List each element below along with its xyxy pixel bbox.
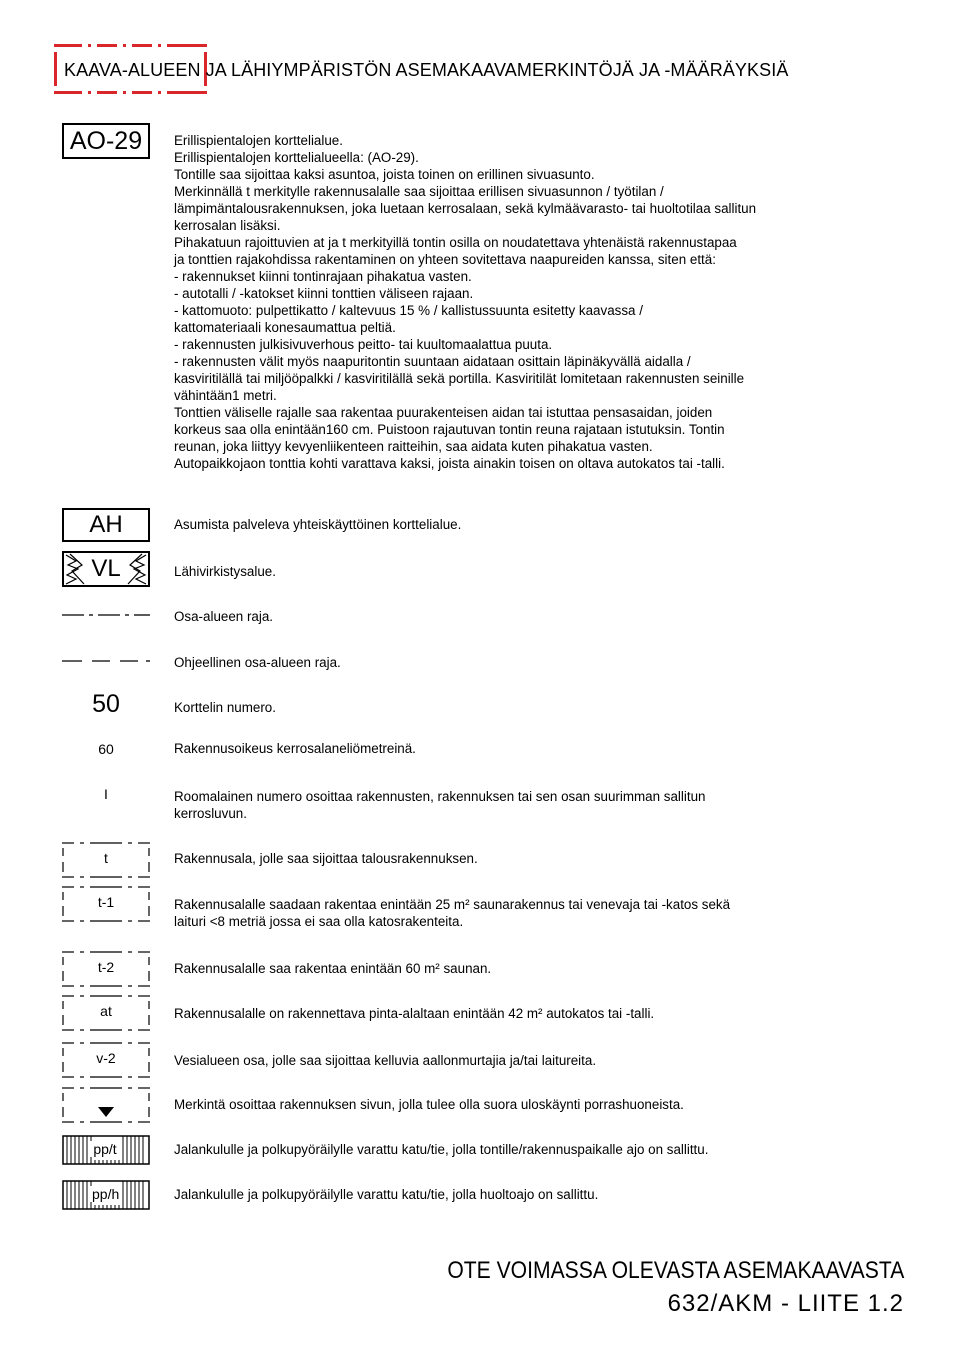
ao29-line: - rakennukset kiinni tontinrajaan pihakatua vasten. [174,269,472,284]
footer-title: OTE VOIMASSA OLEVASTA ASEMAKAAVASTA [447,1257,904,1284]
vl-description: Lähivirkistysalue. [174,564,276,579]
rakennusoikeus-symbol: 60 [98,741,114,757]
pph-description: Jalankululle ja polkupyöräilylle varattu katu/tie, jolla huoltoajo on sallittu. [174,1187,599,1202]
t1-description [174,896,904,930]
osa-alueen-raja-symbol [62,612,150,618]
page-title: KAAVA-ALUEEN JA LÄHIYMPÄRISTÖN ASEMAKAAVAMERKINTÖJÄ JA -MÄÄRÄYKSIÄ [64,60,789,80]
roomalainen-line: Roomalainen numero osoittaa rakennusten, rakennuksen tai sen osan suurimman sallitun [174,789,706,804]
t1-symbol-label: t-1 [97,894,115,910]
triangle-down-icon [98,1107,114,1117]
ao29-line: - kattomuoto: pulpettikatto / kaltevuus 15 % / kallistussuunta esitetty kaavassa / [174,303,643,318]
roomalainen-line: kerrosluvun. [174,806,247,821]
ao29-line: - autotalli / -katokset kiinni tonttien väliseen rajaan. [174,286,474,301]
t1-symbol [62,886,150,922]
osa-alueen-raja-description: Osa-alueen raja. [174,609,273,624]
pph-symbol-label: pp/h [92,1186,120,1202]
v2-symbol [62,1042,150,1078]
ao29-line: kerrosalan lisäksi. [174,218,281,233]
ao29-symbol-label: AO-29 [69,126,143,155]
t-symbol-label: t [104,850,108,866]
ao29-line: Tonttien väliselle rajalle saa rakentaa puurakenteisen aidan tai istuttaa pensasaidan, joiden [174,405,713,420]
t1-line: Rakennusalalle saadaan rakentaa enintään 25 m² saunarakennus tai venevaja tai -katos sekä [174,897,731,912]
ao29-line: vähintään1 metri. [174,388,277,403]
ppt-symbol-label: pp/t [90,1141,120,1157]
ao29-line: Pihakatuun rajoittuvien at ja t merkityillä tontin osilla on noudatettava yhtenäistä rakennustapaa [174,235,737,250]
pph-symbol [62,1180,150,1210]
ao29-line: kattomateriaali konesaumattua peltiä. [174,320,396,335]
t2-description: Rakennusalalle saa rakentaa enintään 60 m² saunan. [174,961,492,976]
footer-reference: 632/AKM - LIITE 1.2 [667,1290,904,1317]
ppt-symbol [62,1135,150,1165]
at-description: Rakennusalalle on rakennettava pinta-alaltaan enintään 42 m² autokatos tai -talli. [174,1006,655,1021]
vl-symbol-label: VL [91,555,121,582]
ao29-line: kasviritilällä tai miljööpalkki / kasviritilällä sekä portilla. Kasviritilät lomitetaan rakennusten seinille [174,371,745,386]
ao29-symbol [62,123,150,159]
t-symbol [62,842,150,878]
t2-symbol-label: t-2 [97,959,115,975]
ao29-line: Autopaikkojaon tonttia kohti varattava kaksi, joista ainakin toisen on oltava autokatos tai -talli. [174,456,725,471]
ao29-line: - rakennusten julkisivuverhous peitto- tai kuultomaalattua puuta. [174,337,553,352]
ao29-line: - rakennusten välit myös naapuritontin suuntaan aidataan osittain läpinäkyvällä aidalla / [174,354,691,369]
ao29-line: reunan, joka liittyy kevyenliikenteen raitteihin, saa aidata kuten pihakatua vasten. [174,439,653,454]
porras-symbol [62,1087,150,1123]
ao29-line: Erillispientalojen korttelialue. [174,133,343,148]
porras-description: Merkintä osoittaa rakennuksen sivun, jolla tulee olla suora uloskäynti porrashuoneista. [174,1097,684,1112]
ohjeellinen-raja-symbol [62,658,150,664]
ao29-line: ja tonttien rajakohdissa rakentaminen on yhteen sovitettava naapureiden kanssa, siten että: [174,252,716,267]
ao29-description [174,132,904,472]
ah-symbol-label: AH [89,511,123,538]
v2-description: Vesialueen osa, jolle saa sijoittaa kelluvia aallonmurtajia ja/tai laitureita. [174,1053,597,1068]
t2-symbol [62,951,150,987]
ah-symbol [62,508,150,542]
at-symbol [62,995,150,1031]
ohjeellinen-raja-description: Ohjeellinen osa-alueen raja. [174,655,341,670]
ppt-description: Jalankululle ja polkupyöräilylle varattu katu/tie, jolla tontille/rakennuspaikalle ajo on sallittu. [174,1142,709,1157]
t-description: Rakennusala, jolle saa sijoittaa talousrakennuksen. [174,851,478,866]
ao29-line: Tontille saa sijoittaa kaksi asuntoa, joista toinen on erillinen sivuasunto. [174,167,595,182]
ao29-line: korkeus saa olla enintään160 cm. Puistoon rajautuvan tontin reuna rajataan istutuksin. Tontin [174,422,725,437]
at-symbol-label: at [100,1003,112,1019]
ao29-line: lämpimäntalousrakennuksen, joka luetaan kerrosalaan, sekä kylmäävarasto- tai huoltotilaa sallitun [174,201,757,216]
rakennusoikeus-description: Rakennusoikeus kerrosalaneliömetreinä. [174,741,416,756]
ah-description: Asumista palveleva yhteiskäyttöinen korttelialue. [174,517,462,532]
t1-line: laituri <8 metriä jossa ei saa olla katosrakenteita. [174,914,464,929]
korttelin-numero-description: Korttelin numero. [174,700,276,715]
roomalainen-numero-symbol: I [104,786,108,802]
korttelin-numero-symbol: 50 [92,690,120,718]
ao29-line: Merkinnällä t merkitylle rakennusalalle saa sijoittaa erillisen sivuasunnon / työtilan / [174,184,664,199]
v2-symbol-label: v-2 [96,1050,116,1066]
ao29-line: Erillispientalojen korttelialueella: (AO-29). [174,150,419,165]
roomalainen-description [174,788,904,822]
